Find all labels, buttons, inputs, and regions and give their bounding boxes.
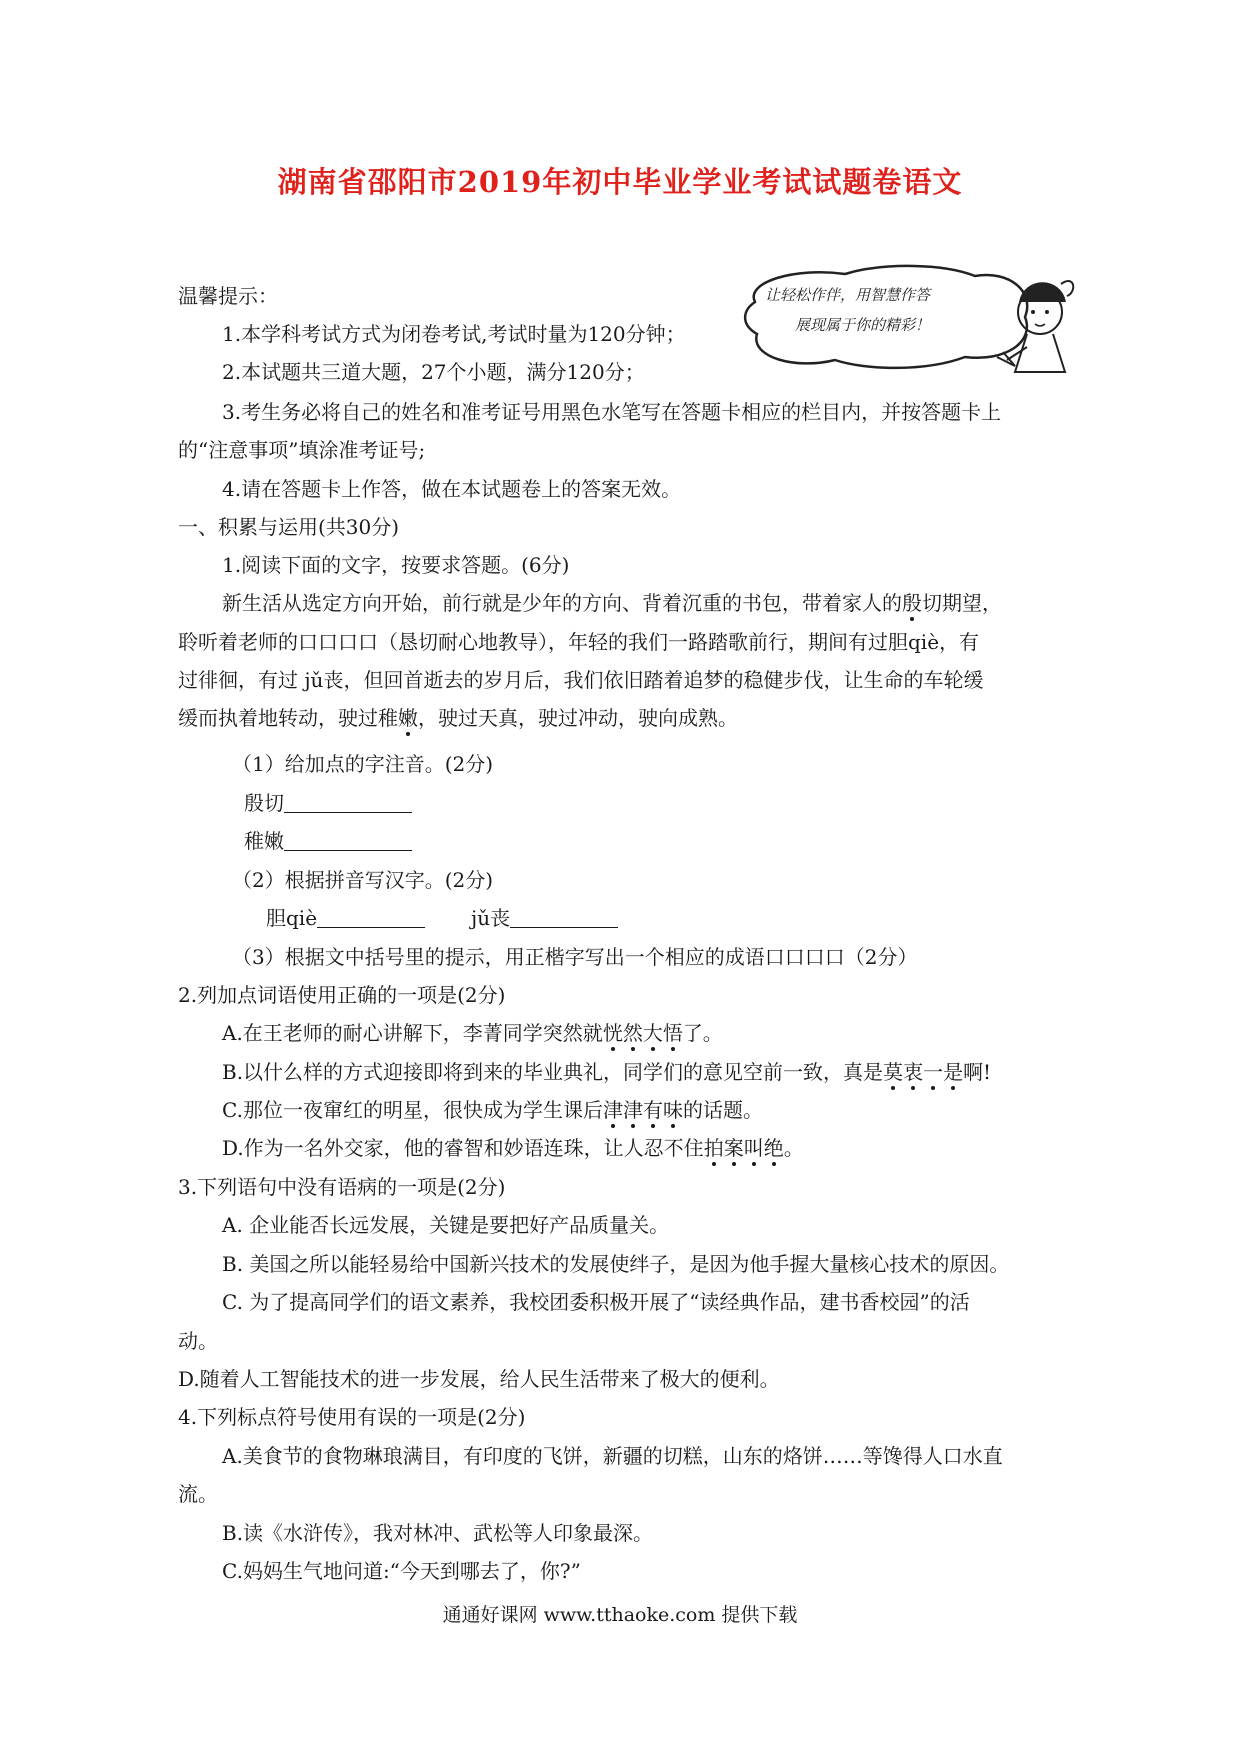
dotted-char: 绝 bbox=[763, 1136, 784, 1160]
option-a: A.美食节的食物琳琅满目，有印度的飞饼，新疆的切糕，山东的烙饼……等馋得人口水直 bbox=[222, 1444, 1003, 1468]
dotted-char: 衷 bbox=[903, 1060, 924, 1084]
dotted-char: 悟 bbox=[662, 1021, 683, 1045]
question-stem: 2.列加点词语使用正确的一项是(2分) bbox=[178, 983, 506, 1007]
answer-blank[interactable] bbox=[284, 792, 412, 813]
dotted-char: 然 bbox=[622, 1021, 643, 1045]
option-b: B.以什么样的方式迎接即将到来的毕业典礼，同学们的意见空前一致，真是莫衷一是啊! bbox=[222, 1060, 992, 1084]
dotted-char: 是 bbox=[943, 1060, 964, 1084]
passage-line: 过徘徊，有过 jǔ丧，但回首逝去的岁月后，我们依旧踏着追梦的稳健步伐，让生命的车轮缓 bbox=[178, 668, 984, 692]
bubble-line-2: 展现属于你的精彩！ bbox=[795, 316, 931, 334]
dotted-word bbox=[603, 1098, 683, 1122]
dotted-char: 莫 bbox=[883, 1060, 904, 1084]
page-footer: 通通好课网 www.tthaoke.com 提供下载 bbox=[442, 1604, 798, 1626]
option-c-cont: 动。 bbox=[178, 1329, 218, 1353]
notice-item: 的“注意事项”填涂准考证号; bbox=[178, 438, 426, 462]
answer-blank[interactable] bbox=[284, 830, 412, 851]
option-d: D.作为一名外交家，他的睿智和妙语连珠，让人忍不住拍案叫绝。 bbox=[222, 1136, 804, 1160]
question-stem: 1.阅读下面的文字，按要求答题。(6分) bbox=[222, 553, 570, 577]
option-a: A. 企业能否长远发展，关键是要把好产品质量关。 bbox=[222, 1213, 670, 1237]
option-d: D.随着人工智能技术的进一步发展，给人民生活带来了极大的便利。 bbox=[178, 1367, 780, 1391]
dotted-char: 恍 bbox=[602, 1021, 623, 1045]
dotted-word bbox=[704, 1136, 784, 1160]
dotted-char: 叫 bbox=[743, 1136, 764, 1160]
passage-line: 缓而执着地转动，驶过稚嫩，驶过天真，驶过冲动，驶向成熟。 bbox=[178, 706, 738, 730]
page-title: 湖南省邵阳市2019年初中毕业学业考试试题卷语文 bbox=[277, 165, 963, 199]
option-c: C. 为了提高同学们的语文素养，我校团委积极开展了“读经典作品，建书香校园”的活 bbox=[222, 1290, 970, 1314]
option-b: B. 美国之所以能轻易给中国新兴技术的发展使绊子，是因为他手握大量核心技术的原因。 bbox=[222, 1252, 1010, 1276]
answer-line: 胆qiè jǔ丧 bbox=[266, 906, 618, 930]
sub-question: （2）根据拼音写汉字。(2分) bbox=[232, 868, 494, 892]
notice-item: 2.本试题共三道大题，27个小题，满分120分； bbox=[222, 360, 645, 384]
dotted-char: 大 bbox=[642, 1021, 663, 1045]
dotted-char: 有 bbox=[642, 1098, 663, 1122]
passage-line: 新生活从选定方向开始，前行就是少年的方向、背着沉重的书包，带着家人的殷切期望， bbox=[222, 591, 1002, 615]
answer-blank[interactable] bbox=[317, 907, 425, 928]
dotted-char: 一 bbox=[923, 1060, 944, 1084]
question-stem: 3.下列语句中没有语病的一项是(2分) bbox=[178, 1175, 506, 1199]
passage-line: 聆听着老师的口口口口（恳切耐心地教导），年轻的我们一路踏歌前行，期间有过胆qiè，有 bbox=[178, 630, 980, 654]
notice-heading: 温馨提示： bbox=[178, 284, 278, 308]
dotted-char: 嫩 bbox=[398, 706, 418, 730]
cartoon-illustration bbox=[735, 262, 1075, 387]
dotted-char: 案 bbox=[723, 1136, 744, 1160]
dotted-char: 津 bbox=[602, 1098, 623, 1122]
sub-question: （3）根据文中括号里的提示，用正楷字写出一个相应的成语口口口口（2分） bbox=[232, 945, 918, 969]
dotted-word bbox=[603, 1021, 683, 1045]
notice-item: 3.考生务必将自己的姓名和准考证号用黑色水笔写在答题卡相应的栏目内，并按答题卡上 bbox=[222, 400, 1002, 424]
option-c: C.那位一夜窜红的明星，很快成为学生课后津津有味的话题。 bbox=[222, 1098, 763, 1122]
option-a-cont: 流。 bbox=[178, 1482, 218, 1506]
dotted-char: 拍 bbox=[703, 1136, 724, 1160]
section-heading: 一、积累与运用(共30分) bbox=[178, 515, 400, 539]
bubble-line-1: 让轻松作伴，用智慧作答 bbox=[765, 286, 931, 304]
answer-blank[interactable] bbox=[510, 907, 618, 928]
dotted-word bbox=[883, 1060, 963, 1084]
sub-question: （1）给加点的字注音。(2分) bbox=[232, 752, 494, 776]
option-a: A.在王老师的耐心讲解下，李菁同学突然就恍然大悟了。 bbox=[222, 1021, 723, 1045]
answer-line: 稚嫩 bbox=[244, 829, 412, 853]
answer-line: 殷切 bbox=[244, 791, 412, 815]
question-stem: 4.下列标点符号使用有误的一项是(2分) bbox=[178, 1405, 526, 1429]
dotted-char: 殷 bbox=[902, 591, 922, 615]
dotted-char: 味 bbox=[662, 1098, 683, 1122]
option-b: B.读《水浒传》，我对林冲、武松等人印象最深。 bbox=[222, 1521, 654, 1545]
notice-item: 1.本学科考试方式为闭卷考试,考试时量为120分钟； bbox=[222, 322, 686, 346]
option-c: C.妈妈生气地问道:“今天到哪去了，你?” bbox=[222, 1559, 581, 1583]
dotted-char: 津 bbox=[622, 1098, 643, 1122]
notice-item: 4.请在答题卡上作答，做在本试题卷上的答案无效。 bbox=[222, 477, 682, 501]
